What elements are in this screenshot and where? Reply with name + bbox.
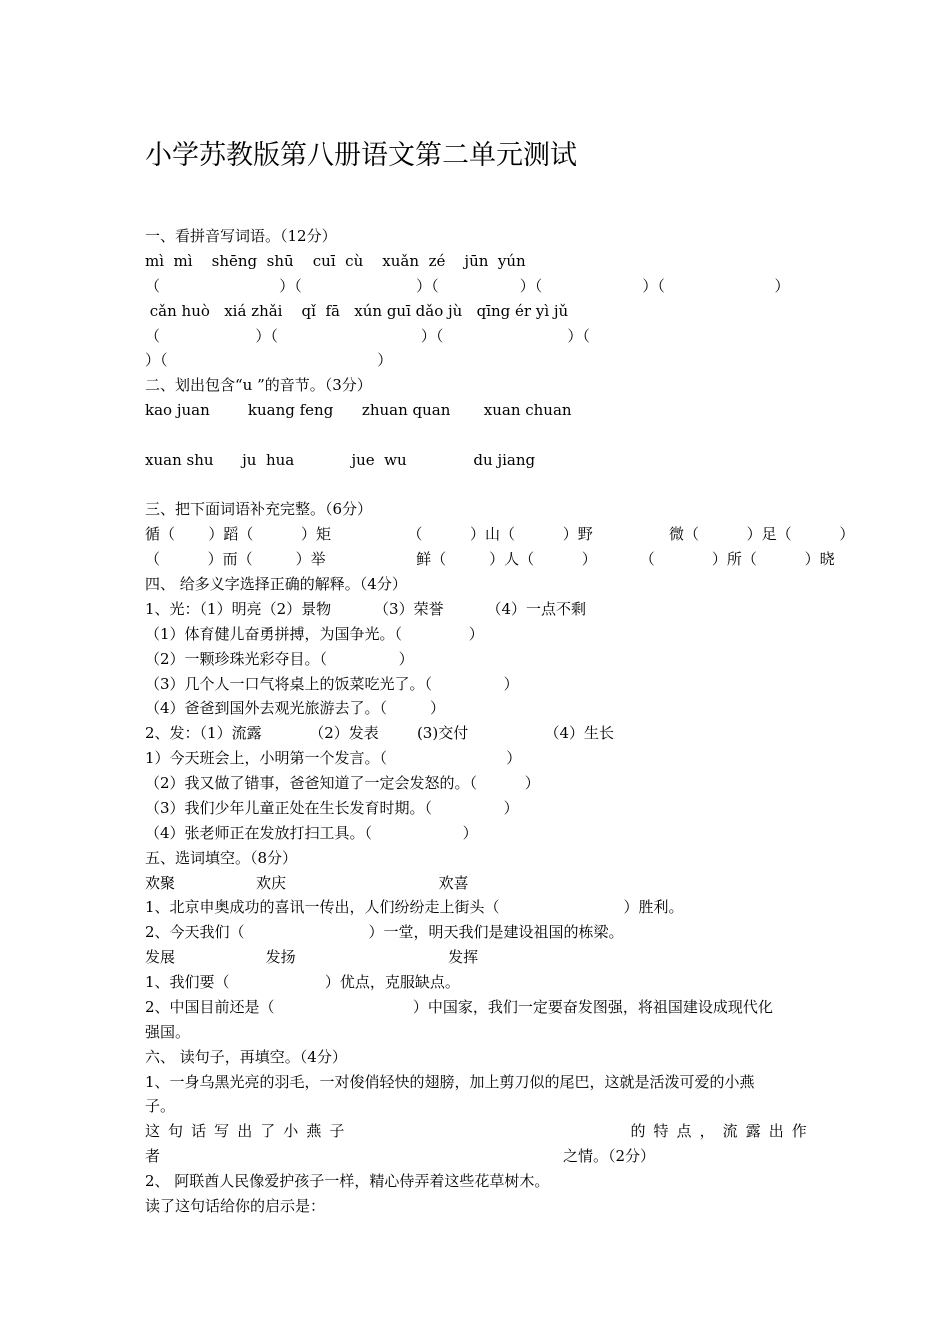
char: 作 xyxy=(791,1122,807,1140)
char: 露 xyxy=(745,1122,761,1140)
reading-fill-row-1 xyxy=(145,1121,807,1141)
question-fa-4: （4）张老师正在发放打扫工具。（ ） xyxy=(145,824,478,842)
question-guang-4: （4）爸爸到国外去观光旅游去了。（ ） xyxy=(145,699,445,717)
char: 特 xyxy=(653,1122,669,1140)
char: 的 xyxy=(630,1122,646,1140)
definition-fa: 2、发：（1）流露 （2）发表 (3)交付 （4）生长 xyxy=(145,724,615,742)
char: 子 xyxy=(329,1122,345,1140)
char: 句 xyxy=(168,1122,184,1140)
section-6-heading: 六、 读句子，再填空。（4分） xyxy=(145,1048,347,1066)
question-guang-3: （3）几个人一口气将桌上的饭菜吃光了。（ ） xyxy=(145,675,519,693)
question-fa-1: 1）今天班会上，小明第一个发言。（ ） xyxy=(145,749,522,767)
idiom-row-1: 循（ ）蹈（ ）矩 （ ）山（ ）野 微（ ）足（ ） xyxy=(145,525,855,543)
reading-prompt: 读了这句话给你的启示是： xyxy=(145,1197,326,1215)
word-choices-1: 欢聚 欢庆 欢喜 xyxy=(145,874,469,892)
char: 话 xyxy=(191,1122,207,1140)
char: 流 xyxy=(722,1122,738,1140)
answer-blanks-row-2: （ ）（ ）（ ）（ xyxy=(145,327,590,345)
reading-fill-row-2-right: 之情。（2分） xyxy=(563,1147,656,1165)
idiom-row-2: （ ）而（ ）举 鲜（ ）人（ ） （ ）所（ ）晓 xyxy=(145,550,835,568)
section-1-heading: 一、看拼音写词语。（12分） xyxy=(145,227,337,245)
fill-question-4: 2、中国目前还是（ ）中国家，我们一定要奋发图强，将祖国建设成现代化 xyxy=(145,998,773,1016)
section-3-heading: 三、把下面词语补充完整。（6分） xyxy=(145,500,373,518)
syllables-row-1: kao juan kuang feng zhuan quan xuan chuan xyxy=(145,401,572,419)
fill-question-3: 1、我们要（ ）优点，克服缺点。 xyxy=(145,973,460,991)
word-choices-2: 发展 发扬 发挥 xyxy=(145,948,479,966)
reading-sentence-2: 2、 阿联酋人民像爱护孩子一样，精心侍弄着这些花草树木。 xyxy=(145,1172,550,1190)
char: 点 xyxy=(676,1122,692,1140)
syllables-row-2: xuan shu ju hua jue wu du jiang xyxy=(145,451,536,469)
question-guang-2: （2）一颗珍珠光彩夺目。（ ） xyxy=(145,650,414,668)
char: ， xyxy=(699,1122,715,1140)
fill-question-4-cont: 强国。 xyxy=(145,1023,191,1041)
reading-fill-row-2-left: 者 xyxy=(145,1147,161,1165)
pinyin-row-1: mì mì shēng shū cuī cù xuǎn zé jūn yún xyxy=(145,252,526,270)
answer-blanks-row-1: （ ）（ ）（ ）（ ）（ ） xyxy=(145,277,790,295)
reading-sentence-1-cont: 子。 xyxy=(145,1097,176,1115)
char: 了 xyxy=(260,1122,276,1140)
char: 写 xyxy=(214,1122,230,1140)
char: 燕 xyxy=(306,1122,322,1140)
question-fa-3: （3）我们少年儿童正处在生长发育时期。（ ） xyxy=(145,799,519,817)
blank-space xyxy=(352,1121,622,1141)
question-guang-1: （1）体育健儿奋勇拼搏，为国争光。（ ） xyxy=(145,625,484,643)
reading-sentence-1: 1、一身乌黑光亮的羽毛，一对俊俏轻快的翅膀，加上剪刀似的尾巴，这就是活泼可爱的小燕 xyxy=(145,1073,755,1091)
char: 小 xyxy=(283,1122,299,1140)
page-title: 小学苏教版第八册语文第二单元测试 xyxy=(145,140,577,171)
char: 出 xyxy=(237,1122,253,1140)
section-2-heading: 二、划出包含“u ”的音节。（3分） xyxy=(145,376,372,394)
definition-guang: 1、光：（1）明亮（2）景物 （3）荣誉 （4）一点不剩 xyxy=(145,600,587,618)
section-4-heading: 四、 给多义字选择正确的解释。（4分） xyxy=(145,575,407,593)
char: 这 xyxy=(145,1122,161,1140)
section-5-heading: 五、选词填空。（8分） xyxy=(145,849,298,867)
fill-question-2: 2、今天我们（ ）一堂，明天我们是建设祖国的栋梁。 xyxy=(145,923,624,941)
char: 出 xyxy=(768,1122,784,1140)
answer-blanks-row-3: ）（ ） xyxy=(145,351,393,369)
fill-question-1: 1、北京申奥成功的喜讯一传出，人们纷纷走上街头（ ）胜利。 xyxy=(145,898,684,916)
question-fa-2: （2）我又做了错事，爸爸知道了一定会发怒的。（ ） xyxy=(145,774,540,792)
pinyin-row-2: cǎn huò xiá zhǎi qǐ fā xún guī dǎo jù qīng ér yì jǔ xyxy=(145,302,569,320)
